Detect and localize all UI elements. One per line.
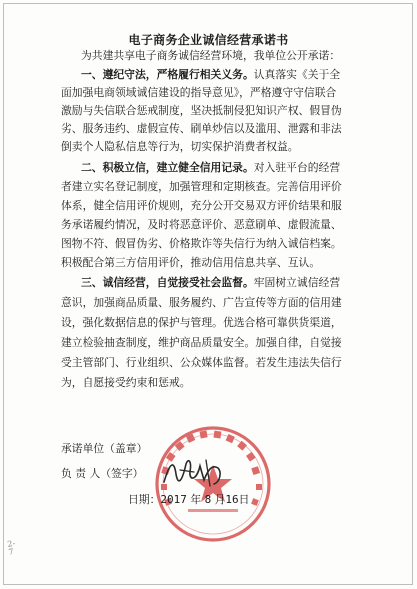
- section-3-line: 意识，加强商品质量、服务履约、广告宣传等方面的信用建: [61, 296, 342, 309]
- section-2-heading: 二、积极立信，建立健全信用记录。: [81, 161, 254, 174]
- section-1-lead: 认真落实《关于全: [253, 68, 341, 81]
- section-3-line: 建立检验抽查制度，维护商品质量安全。加强自律，自觉接: [61, 336, 342, 349]
- section-3-line: 设，强化数据信息的保护与管理。优选合格可靠供货渠道，: [61, 316, 342, 329]
- section-2-line: 体系，健全信用评价规则，充分公开交易双方评价结果和服: [61, 199, 342, 212]
- section-3-lead: 牢固树立诚信经营: [253, 276, 341, 289]
- date-day-unit: 日: [238, 493, 250, 506]
- section-2-first-line: [81, 161, 340, 175]
- date-year: 2017: [160, 493, 187, 506]
- section-2-lead: 对入驻平台的经营: [253, 161, 341, 174]
- person-label: 负 责 人（签字）: [61, 467, 144, 480]
- section-2-line: 积极配合第三方信用评价，推动信用信息共享、互认。: [61, 256, 321, 269]
- section-1-line: 激励与失信联合惩戒制度，坚决抵制侵犯知识产权、假冒伪: [61, 104, 342, 117]
- section-2-line: 图物不符、假冒伪劣、价格欺诈等失信行为纳入诚信档案。: [61, 237, 342, 250]
- date-month-unit: 月: [214, 493, 226, 506]
- section-1-line: 倒卖个人隐私信息等行为，切实保护消费者权益。: [61, 140, 299, 153]
- section-3-heading: 三、诚信经营，自觉接受社会监督。: [81, 276, 254, 289]
- signoff-date: [128, 492, 249, 507]
- date-day: 16: [225, 493, 239, 506]
- intro-text: 为共建共享电子商务诚信经营环境，我单位公开承诺：: [81, 49, 341, 62]
- section-3-first-line: [81, 276, 340, 290]
- date-label: 日期：: [128, 493, 161, 506]
- section-3-line: 受主管部门、行业组织、公众媒体监督。若发生违法失信行: [61, 356, 342, 369]
- date-year-unit: 年: [190, 493, 202, 506]
- section-1-line: 面加强电商领域诚信建设的指导意见》，严格遵守守信联合: [61, 86, 337, 99]
- margin-handwritten-note: 2-7: [6, 538, 16, 557]
- section-1-line: 劣、服务违约、虚假宣传、刷单炒信以及滥用、泄露和非法: [61, 122, 342, 135]
- section-2-line: 者建立实名登记制度，加强管理和定期核查。完善信用评价: [61, 180, 342, 193]
- unit-label: 承诺单位（盖章）: [61, 442, 148, 455]
- section-1-heading: 一、遵纪守法，严格履行相关义务。: [81, 68, 254, 81]
- document-title: 电子商务企业诚信经营承诺书: [128, 33, 289, 47]
- handwritten-signature: [160, 452, 230, 492]
- section-2-line: 务承诺履约情况，及时将恶意评价、恶意刷单、虚假流量、: [61, 218, 342, 231]
- section-1-first-line: [81, 68, 340, 82]
- date-month: 8: [204, 493, 212, 506]
- section-3-line: 为，自愿接受约束和惩戒。: [61, 376, 191, 389]
